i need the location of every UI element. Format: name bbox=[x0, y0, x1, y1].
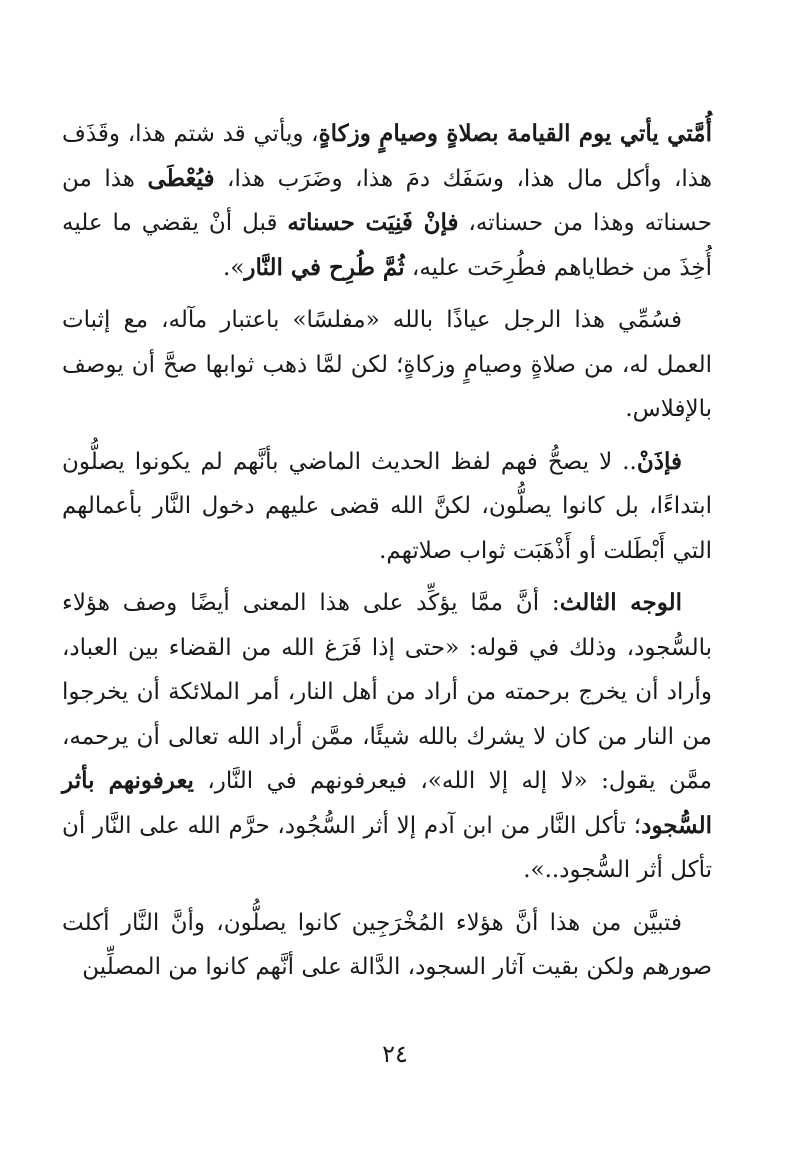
hadith-text-bold: فيُعْطَى bbox=[147, 164, 215, 192]
paragraph-3 bbox=[62, 440, 712, 574]
hadith-text: ، ويأتي قد شتم هذا، وقَذَف هذا، وأكل مال هذا، وسَفَك دمَ هذا، وضَرَب هذا، bbox=[62, 121, 712, 192]
paragraph-5 bbox=[62, 901, 712, 990]
hadith-text-bold: أُمَّتي يأتي يوم القيامة بصلاةٍ وصيامٍ وزكاةٍ bbox=[318, 120, 713, 147]
body-text bbox=[62, 112, 712, 990]
paragraph-2 bbox=[62, 298, 712, 432]
paragraph-1 bbox=[62, 112, 712, 290]
hadith-text-bold: ثُمَّ طُرِح في النَّار bbox=[244, 253, 405, 281]
paragraph-text: فتبيَّن من هذا أنَّ هؤلاء المُخْرَجِين كانوا يصلُّون، وأنَّ النَّار أكلت صورهم ولكن بقيت آثار السجود، الدَّالة على أنَّهم كانوا من المصلِّين bbox=[62, 909, 712, 980]
paragraph-4 bbox=[62, 581, 712, 893]
paragraph-text: : أنَّ ممَّا يؤكِّد على هذا المعنى أيضًا وصف هؤلاء بالسُّجود، وذلك في قوله: «حتى إذا فَرَغ الله من القضاء بين العباد، وأراد أن يخرج برحمته من أراد من أهل النار، أمر الملائكة أن يخرجوا من النار من كان لا يشرك بالله شيئًا، ممَّن أراد الله تعالى أن يرحمه، ممَّن يقول: «لا إله إلا الله»، فيعرفونهم في النَّار، bbox=[62, 590, 713, 794]
paragraph-lead-bold: فإذَنْ bbox=[636, 447, 682, 475]
section-heading-inline: الوجه الثالث bbox=[559, 589, 682, 616]
paragraph-text: ؛ تأكل النَّار من ابن آدم إلا أثر السُّجُود، حرَّم الله على النَّار أن تأكل أثر السُّجود..». bbox=[62, 812, 712, 883]
paragraph-text: فسُمِّي هذا الرجل عياذًا بالله «مفلسًا» باعتبار مآله، مع إثبات العمل له، من صلاةٍ وصيامٍ وزكاةٍ؛ لكن لمَّا ذهب ثوابها صحَّ أن يوصف بالإفلاس. bbox=[62, 307, 712, 422]
hadith-text-bold: فإنْ فَنِيَت حسناته bbox=[287, 209, 459, 236]
hadith-text: قبل أنْ يقضي ما عليه أُخِذَ من خطاياهم فطُرِحَت عليه، bbox=[62, 210, 712, 281]
hadith-text-bold: يعرفونهم بأثر السُّجود bbox=[62, 767, 712, 839]
paragraph-text: .. لا يصحُّ فهم لفظ الحديث الماضي بأنَّهم لم يكونوا يصلُّون ابتداءًا، بل كانوا يصلُّون، لكنَّ الله قضى عليهم دخول النَّار بأعمالهم التي أَبْطَلت أو أَذْهَبَت ثواب صلاتهم. bbox=[62, 448, 712, 564]
hadith-text: هذا من حسناته وهذا من حسناته، bbox=[62, 165, 713, 236]
page-number: ٢٤ bbox=[382, 1040, 408, 1068]
hadith-text: ». bbox=[223, 254, 245, 281]
